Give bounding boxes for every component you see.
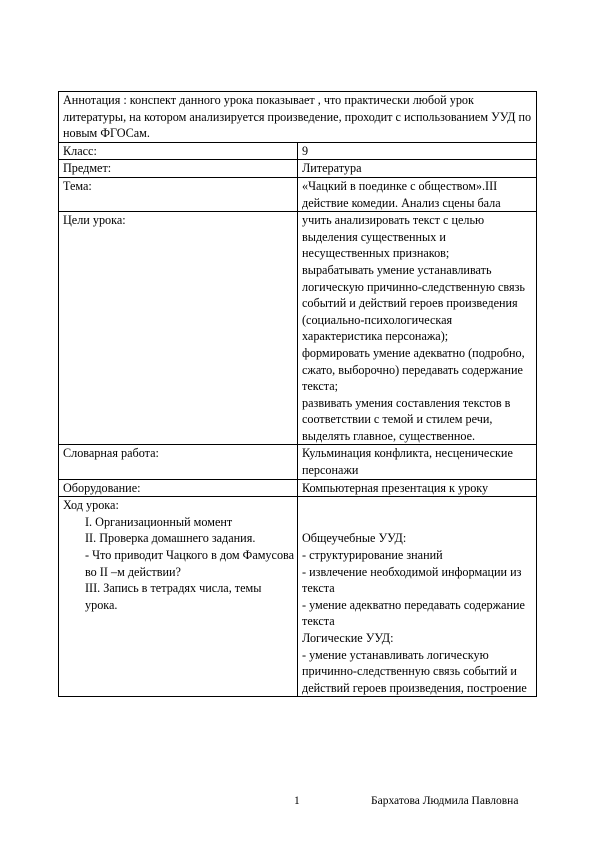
- goal-item: формировать умение адекватно (подробно, сжато, выборочно) передавать содержание текста;: [302, 345, 525, 394]
- vocabulary-row: [59, 445, 537, 479]
- uud-item: - извлечение необходимой информации из текста: [302, 564, 522, 596]
- goals-label: Цели урока:: [59, 212, 298, 445]
- uud-item: - умение адекватно передавать содержание текста: [302, 597, 525, 629]
- blank-line: [302, 514, 534, 531]
- course-cell: [59, 497, 298, 697]
- footer-author: Бархатова Людмила Павловна: [371, 795, 519, 807]
- goals-list: [298, 212, 537, 445]
- vocabulary-value: Кульминация конфликта, несценические персонажи: [298, 445, 537, 479]
- uud-heading: Логические УУД:: [302, 631, 394, 645]
- course-step: III. Запись в тетрадях числа, темы урока.: [85, 581, 262, 612]
- uud-cell: [298, 497, 537, 697]
- equipment-value: Компьютерная презентация к уроку: [298, 479, 537, 497]
- annotation-text: Аннотация : конспект данного урока показывает , что практически любой урок литературы, на котором анализируется произведение, проходит с использованием УУД по новым ФГОСам.: [59, 92, 537, 143]
- equipment-label: Оборудование:: [59, 479, 298, 497]
- subject-label: Предмет:: [59, 160, 298, 178]
- course-step: - Что приводит Чацкого в дом Фамусова во II –м действии?: [85, 548, 295, 579]
- course-step: I. Организационный момент: [85, 514, 233, 529]
- equipment-row: [59, 479, 537, 497]
- topic-label: Тема:: [59, 177, 298, 211]
- goal-item: учить анализировать текст с целью выделения существенных и несущественных признаков;: [302, 213, 485, 261]
- subject-value: Литература: [298, 160, 537, 178]
- goal-item: развивать умения составления текстов в соответствии с темой и стилем речи, выделять главное, существенное.: [302, 395, 511, 443]
- page-number: 1: [294, 795, 300, 807]
- uud-item: - умение устанавливать логическую причинно-следственную связь событий и действий героев произведения, построение: [302, 647, 527, 695]
- goals-row: [59, 212, 537, 445]
- class-value: 9: [298, 142, 537, 160]
- lesson-table: [58, 91, 537, 697]
- class-label: Класс:: [59, 142, 298, 160]
- course-row: [59, 497, 537, 697]
- blank-line: [302, 497, 534, 514]
- uud-heading: Общеучебные УУД:: [302, 531, 407, 546]
- course-label: Ход урока:: [63, 498, 119, 513]
- subject-row: [59, 160, 537, 178]
- course-step: II. Проверка домашнего задания.: [85, 531, 256, 546]
- topic-value: «Чацкий в поединке с обществом».III действие комедии. Анализ сцены бала: [298, 177, 537, 211]
- class-row: [59, 142, 537, 160]
- uud-item: - структурирование знаний: [302, 548, 443, 563]
- topic-row: [59, 177, 537, 211]
- goal-item: вырабатывать умение устанавливать логическую причинно-следственную связь событий и действий героев произведения (социально-психологическая характеристика персонажа);: [302, 262, 525, 344]
- vocabulary-label: Словарная работа:: [59, 445, 298, 479]
- annotation-row: [59, 92, 537, 143]
